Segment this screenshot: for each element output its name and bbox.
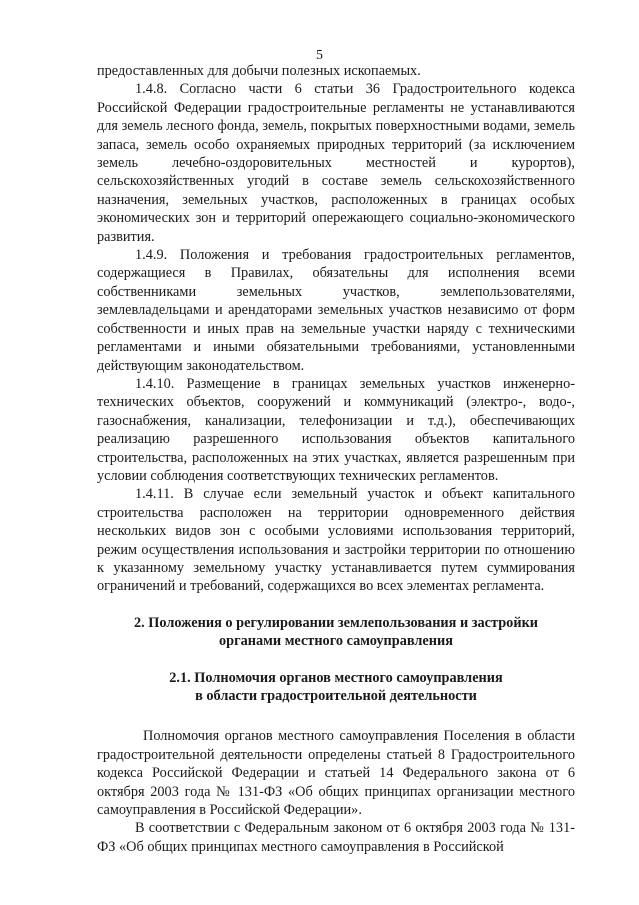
paragraph-1-4-10: 1.4.10. Размещение в границах земельных участков инженерно-технических объектов, сооружений и коммуникаций (электро-, водо-, газоснабжения, канализации, телефонизации и т.д.), обеспечивающих реализацию разрешенного использования объектов капитального строительства, расположенных на этих участках, является разрешенным при условии соблюдения соответствующих технических регламентов. [97,375,575,484]
section-heading [97,614,575,651]
section-heading-line-1: 2. Положения о регулировании землепользования и застройки [133,614,539,631]
document-body [97,62,575,856]
page-number: 5 [316,48,323,63]
paragraph-continuation: предоставленных для добычи полезных ископаемых. [97,63,421,79]
paragraph-1-4-11: 1.4.11. В случае если земельный участок и объект капитального строительства расположен на территории одновременного действия нескольких видов зон с особыми условиями использования территорий, режим осуществления использования и застройки территории по отношению к указанному земельному участку устанавливается путем суммирования ограничений и требований, содержащихся во всех элементах регламента. [97,486,575,595]
subsection-heading [97,669,575,706]
subsection-heading-line-2: в области градостроительной деятельности [195,688,477,704]
paragraph-2-1-powers: Полномочия органов местного самоуправления Поселения в области градостроительной деятельности определены статьей 8 Градостроительного кодекса Российской Федерации и статьей 14 Федерального закона от 6 октября 2003 года № 131-ФЗ «Об общих принципах организации местного самоуправления в Российской Федерации». [97,728,575,819]
subsection-heading-line-1: 2.1. Полномочия органов местного самоуправления [169,669,503,686]
paragraph-1-4-8: 1.4.8. Согласно части 6 статьи 36 Градостроительного кодекса Российской Федерации градостроительные регламенты не устанавливаются для земель лесного фонда, земель, покрытых поверхностными водами, земель запаса, земель особо охраняемых природных территорий (за исключением земель лечебно-оздоровительных местностей и курортов), сельскохозяйственных угодий в составе земель сельскохозяйственного назначения, земельных участков, расположенных в границах особых экономических зон и территорий опережающего социально-экономического развития. [97,81,575,245]
paragraph-2-1-law-reference: В соответствии с Федеральным законом от 6 октября 2003 года № 131-ФЗ «Об общих принципах местного самоуправления в Российской [97,820,575,855]
paragraph-1-4-9: 1.4.9. Положения и требования градостроительных регламентов, содержащиеся в Правилах, обязательны для исполнения всеми собственниками земельных участков, землепользователями, землевладельцами и арендаторами земельных участков независимо от форм собственности и иных прав на земельные участки наряду с техническими регламентами и иными обязательными требованиями, установленными действующим законодательством. [97,247,575,374]
section-heading-line-2: органами местного самоуправления [219,633,453,650]
